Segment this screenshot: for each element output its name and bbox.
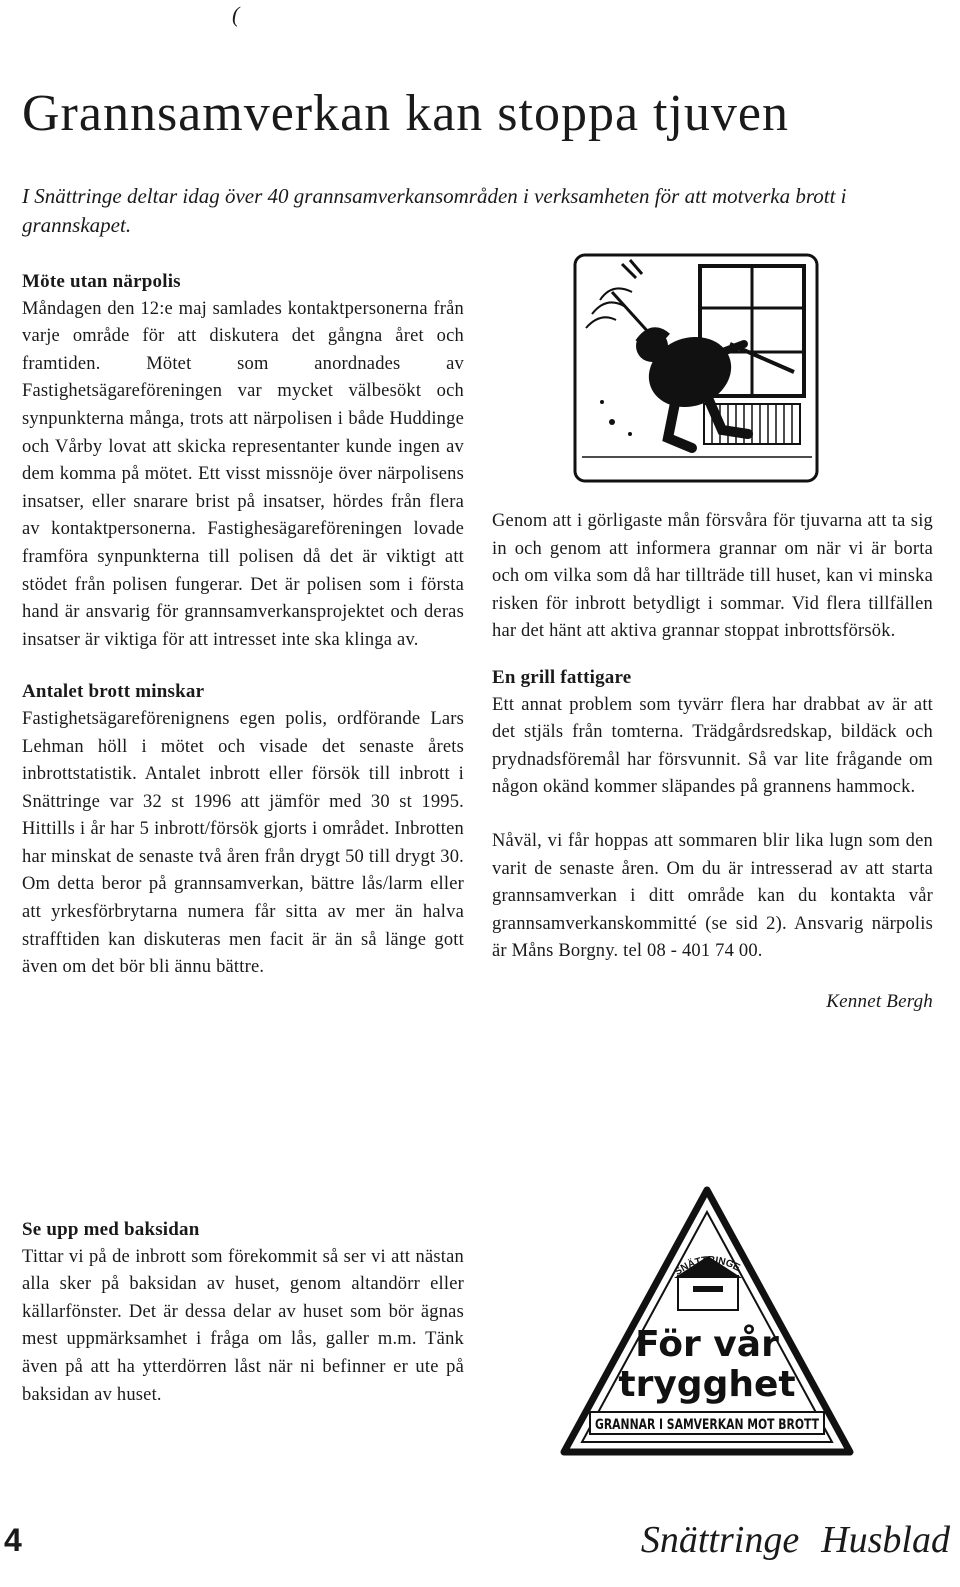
grannsamverkan-logo: [560, 1186, 854, 1458]
article-lede: I Snättringe deltar idag över 40 grannsamverkansområden i verksamheten för att motverka brott i grannskapet.: [22, 184, 847, 237]
logo-line1: För vår: [635, 1324, 779, 1365]
baksidan-section: [22, 1216, 464, 1409]
page-number: 4: [4, 1522, 22, 1558]
body-baksidan: Tittar vi på de inbrott som förekommit så ser vi att nästan alla sker på baksidan av huset, genom altandörr eller källarfönster. Det är dessa delar av huset som bör ägnas mest uppmärksamhet i fråga om lås, galler m.m. Tänk även på att ha ytterdörren låst när ni befinner er ute på baksidan av huset.: [22, 1246, 464, 1405]
logo-line2: trygghet: [618, 1364, 796, 1405]
triangle-sign: [560, 1186, 854, 1458]
magazine-name: [641, 1518, 950, 1562]
logo-arc-text: SNÄTTRINGE: [672, 1254, 742, 1278]
heading-antalet: Antalet brott minskar: [22, 681, 205, 703]
heading-baksidan: Se upp med baksidan: [22, 1219, 200, 1240]
burglar-window-drawing: [572, 252, 820, 484]
body-naval: Nåväl, vi får hoppas att sommaren blir lika lugn som den varit de senaste åren. Om du är intresserad av att starta grannsamverkan i ditt område kan du kontakta vår grannsamverkanskommitté (se sid 2). Ansvarig närpolis är Måns Borgny. tel 08 - 401 74 00.: [492, 830, 933, 962]
logo-banner: GRANNAR I SAMVERKAN MOT BROTT: [595, 1417, 820, 1433]
body-genom: Genom att i görligaste mån försvåra för tjuvarna att ta sig in och genom att informera grannar om när vi är borta och om vilka som då har tillträde till huset, kan vi minska risken för inbrott betydligt i sommar. Vid flera tillfällen har det hänt att aktiva grannar stoppat inbrottsförsök.: [492, 511, 933, 642]
heading-mote: Möte utan närpolis: [22, 271, 181, 292]
body-grill: Ett annat problem som tyvärr flera har drabbat av är att det stjäls från tomterna. Trädgårdsredskap, bildäck och prydnadsföremål har försvunnit. Så var lite frågande om någon okänd kommer släpandes på grannens hammock.: [492, 694, 933, 798]
signature: Kennet Bergh: [826, 990, 933, 1012]
magazine-word-1: Snättringe: [640, 1519, 800, 1561]
corner-mark: (: [232, 2, 240, 27]
right-column: [492, 508, 933, 1016]
heading-grill: En grill fattigare: [492, 666, 632, 688]
magazine-word-2: Husblad: [821, 1519, 950, 1561]
body-antalet: Fastighetsägareförenignens egen polis, ordförande Lars Lehman höll i mötet och visade det senaste årets inbrottstatistik. Antalet inbrott eller försök till inbrott i Snättringe var 32 st 1996 att jämför med 30 st 1995. Hittills i år har 5 inbrott/försök gjorts i området. Inbrotten har minskat de senaste två åren från drygt 50 till drygt 30. Om detta beror på grannsamverkan, bättre lås/larm eller att yrkesförbrytarna numera får sitta av mer än halva strafftiden kan diskuteras men facit är än så länge gott även om det bör bli ännu bättre.: [22, 708, 464, 978]
left-column: [22, 268, 464, 982]
article-title: Grannsamverkan kan stoppa tjuven: [22, 85, 790, 142]
burglar-illustration: [572, 252, 820, 484]
body-mote: Måndagen den 12:e maj samlades kontaktpersonerna från varje område för att diskutera det gångna året och framtiden. Mötet som anordnades av Fastighetsägareföreningen var mycket välbesökt och synpunkterna många, trots att närpolisen i både Huddinge och Vårby lovat att skicka representanter kunde ingen av dem komma på mötet. Ett visst missnöje över närpolisens insatser, eller snarare brist på insatser, hördes från flera av kontaktpersonerna. Fastighesägareföreningen lovade framföra synpunkterna till polisen då det är viktigt att stödet från polisen fungerar. Det är polisen som i första hand är ansvarig för grannsamverkansprojektet och deras insatser är viktiga för att intresset inte ska klinga av.: [22, 298, 464, 650]
